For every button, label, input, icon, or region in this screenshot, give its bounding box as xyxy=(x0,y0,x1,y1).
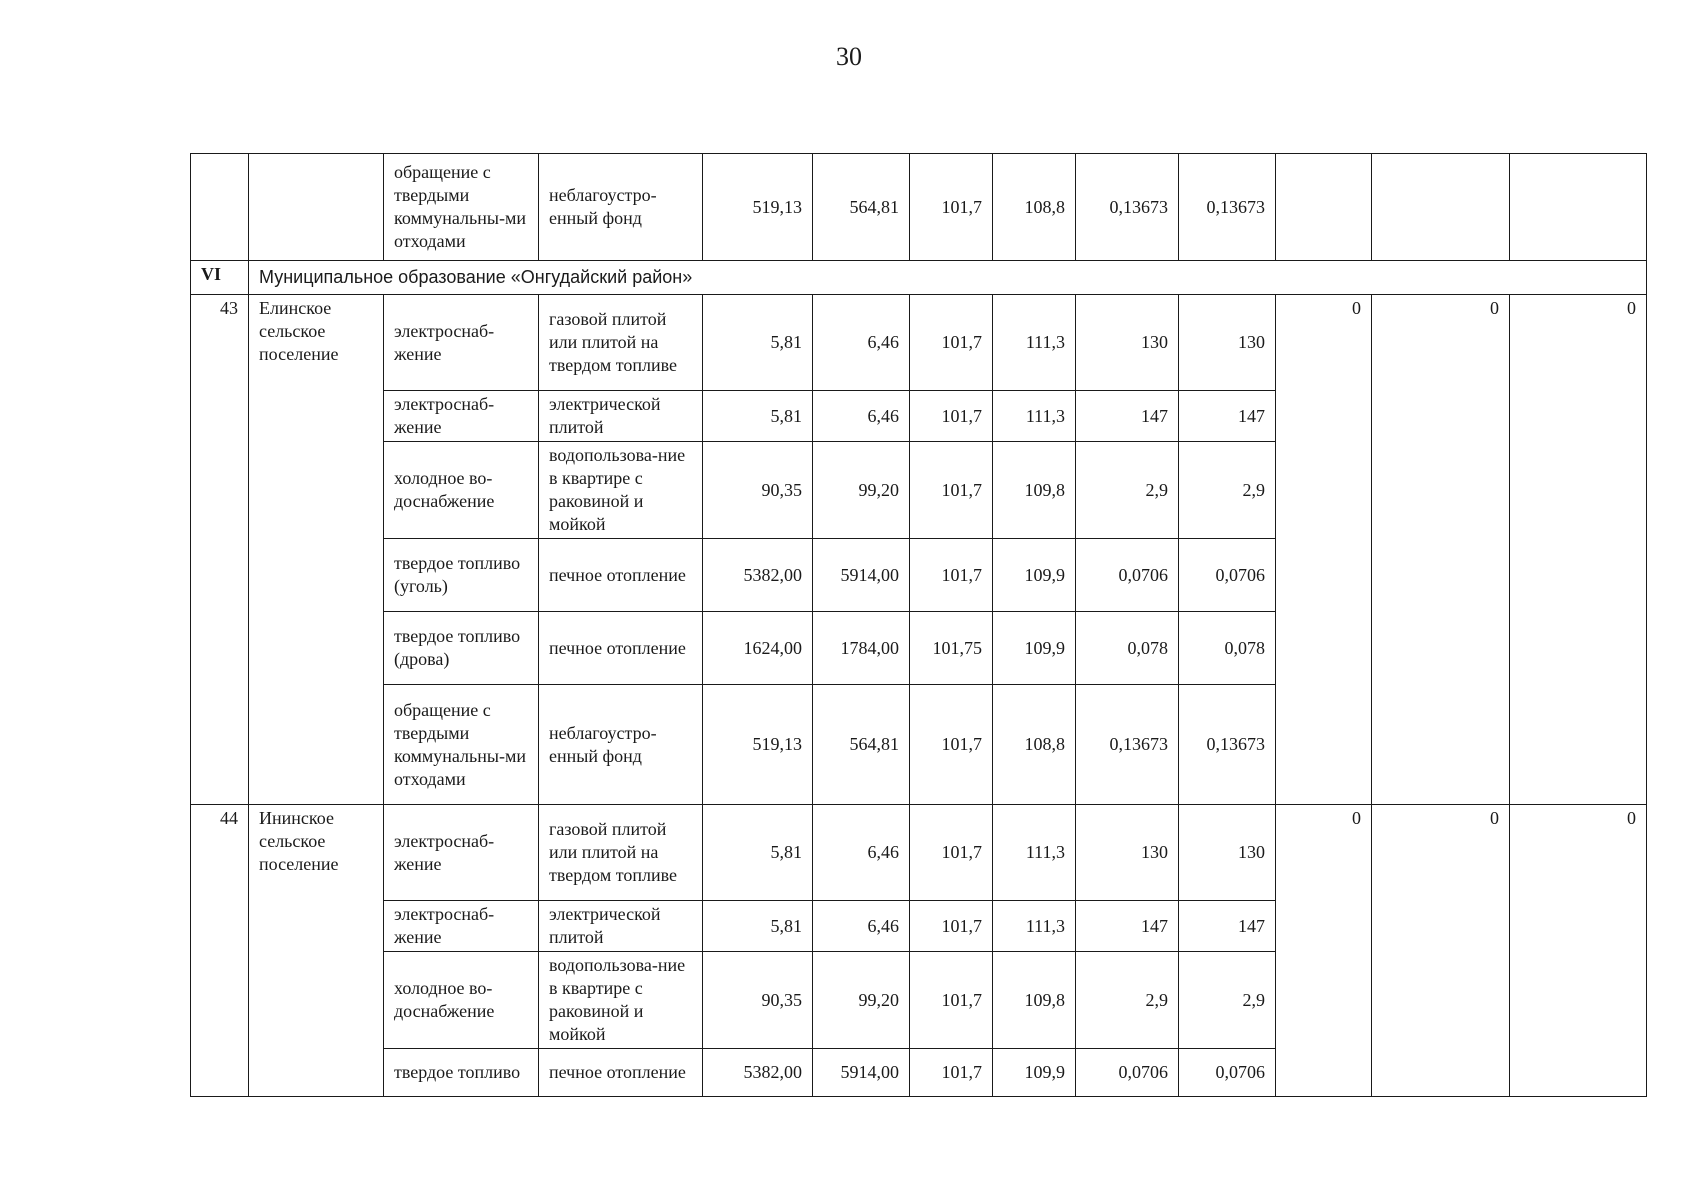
conditions-cell: неблагоустро-енный фонд xyxy=(539,685,703,805)
settlement-name-cell xyxy=(249,154,384,261)
service-cell: холодное во-доснабжение xyxy=(384,952,539,1049)
value-cell: 101,75 xyxy=(910,612,993,685)
row-number-cell xyxy=(191,154,249,261)
table-row xyxy=(191,154,1647,261)
value-cell: 519,13 xyxy=(703,685,813,805)
value-cell: 111,3 xyxy=(993,805,1076,901)
value-cell: 109,9 xyxy=(993,1049,1076,1097)
extra-cell: 0 xyxy=(1276,295,1372,805)
value-cell: 108,8 xyxy=(993,154,1076,261)
conditions-cell: неблагоустро-енный фонд xyxy=(539,154,703,261)
value-cell: 147 xyxy=(1179,391,1276,442)
value-cell: 6,46 xyxy=(813,391,910,442)
table-row xyxy=(191,805,1647,901)
section-number: VI xyxy=(191,261,249,295)
value-cell: 101,7 xyxy=(910,1049,993,1097)
extra-cell xyxy=(1372,154,1510,261)
value-cell: 5382,00 xyxy=(703,539,813,612)
conditions-cell: электрической плитой xyxy=(539,901,703,952)
value-cell: 0,13673 xyxy=(1076,154,1179,261)
service-cell: электроснаб-жение xyxy=(384,805,539,901)
value-cell: 0,0706 xyxy=(1179,1049,1276,1097)
settlement-name-cell: Елинское сельское поселение xyxy=(249,295,384,805)
value-cell: 2,9 xyxy=(1179,442,1276,539)
value-cell: 147 xyxy=(1076,391,1179,442)
conditions-cell: печное отопление xyxy=(539,539,703,612)
value-cell: 2,9 xyxy=(1179,952,1276,1049)
service-cell: твердое топливо xyxy=(384,1049,539,1097)
value-cell: 5,81 xyxy=(703,805,813,901)
value-cell: 564,81 xyxy=(813,154,910,261)
row-number-cell: 43 xyxy=(191,295,249,805)
service-cell: электроснаб-жение xyxy=(384,901,539,952)
value-cell: 130 xyxy=(1076,805,1179,901)
conditions-cell: печное отопление xyxy=(539,612,703,685)
conditions-cell: водопользова-ние в квартире с раковиной и мойкой xyxy=(539,442,703,539)
value-cell: 130 xyxy=(1179,295,1276,391)
service-cell: твердое топливо (уголь) xyxy=(384,539,539,612)
service-cell: электроснаб-жение xyxy=(384,295,539,391)
value-cell: 101,7 xyxy=(910,539,993,612)
value-cell: 2,9 xyxy=(1076,442,1179,539)
value-cell: 6,46 xyxy=(813,805,910,901)
value-cell: 6,46 xyxy=(813,901,910,952)
value-cell: 0,0706 xyxy=(1179,539,1276,612)
service-cell: электроснаб-жение xyxy=(384,391,539,442)
value-cell: 108,8 xyxy=(993,685,1076,805)
value-cell: 5382,00 xyxy=(703,1049,813,1097)
extra-cell: 0 xyxy=(1510,805,1647,1097)
value-cell: 130 xyxy=(1179,805,1276,901)
value-cell: 0,0706 xyxy=(1076,539,1179,612)
value-cell: 0,078 xyxy=(1076,612,1179,685)
value-cell: 111,3 xyxy=(993,901,1076,952)
value-cell: 130 xyxy=(1076,295,1179,391)
value-cell: 5,81 xyxy=(703,391,813,442)
extra-cell: 0 xyxy=(1510,295,1647,805)
conditions-cell: водопользова-ние в квартире с раковиной и мойкой xyxy=(539,952,703,1049)
value-cell: 1784,00 xyxy=(813,612,910,685)
section-title: Муниципальное образование «Онгудайский район» xyxy=(249,261,1647,295)
value-cell: 99,20 xyxy=(813,952,910,1049)
value-cell: 109,9 xyxy=(993,612,1076,685)
value-cell: 101,7 xyxy=(910,154,993,261)
value-cell: 5914,00 xyxy=(813,1049,910,1097)
value-cell: 111,3 xyxy=(993,295,1076,391)
conditions-cell: печное отопление xyxy=(539,1049,703,1097)
value-cell: 101,7 xyxy=(910,442,993,539)
value-cell: 101,7 xyxy=(910,685,993,805)
value-cell: 564,81 xyxy=(813,685,910,805)
value-cell: 101,7 xyxy=(910,295,993,391)
value-cell: 6,46 xyxy=(813,295,910,391)
settlement-name-cell: Ининское сельское поселение xyxy=(249,805,384,1097)
value-cell: 101,7 xyxy=(910,805,993,901)
value-cell: 101,7 xyxy=(910,391,993,442)
value-cell: 5,81 xyxy=(703,295,813,391)
value-cell: 0,078 xyxy=(1179,612,1276,685)
page-number: 30 xyxy=(836,42,862,71)
service-cell: обращение с твердыми коммунальны-ми отходами xyxy=(384,154,539,261)
conditions-cell: электрической плитой xyxy=(539,391,703,442)
value-cell: 5,81 xyxy=(703,901,813,952)
extra-cell: 0 xyxy=(1276,805,1372,1097)
extra-cell: 0 xyxy=(1372,805,1510,1097)
value-cell: 2,9 xyxy=(1076,952,1179,1049)
value-cell: 0,0706 xyxy=(1076,1049,1179,1097)
conditions-cell: газовой плитой или плитой на твердом топливе xyxy=(539,295,703,391)
value-cell: 147 xyxy=(1076,901,1179,952)
value-cell: 109,8 xyxy=(993,952,1076,1049)
value-cell: 0,13673 xyxy=(1179,685,1276,805)
row-number-cell: 44 xyxy=(191,805,249,1097)
value-cell: 5914,00 xyxy=(813,539,910,612)
value-cell: 101,7 xyxy=(910,901,993,952)
table-row xyxy=(191,295,1647,391)
value-cell: 90,35 xyxy=(703,952,813,1049)
value-cell: 1624,00 xyxy=(703,612,813,685)
extra-cell xyxy=(1276,154,1372,261)
value-cell: 109,9 xyxy=(993,539,1076,612)
value-cell: 111,3 xyxy=(993,391,1076,442)
tariff-table xyxy=(190,153,1647,1097)
value-cell: 519,13 xyxy=(703,154,813,261)
service-cell: обращение с твердыми коммунальны-ми отходами xyxy=(384,685,539,805)
value-cell: 99,20 xyxy=(813,442,910,539)
service-cell: твердое топливо (дрова) xyxy=(384,612,539,685)
value-cell: 0,13673 xyxy=(1076,685,1179,805)
value-cell: 101,7 xyxy=(910,952,993,1049)
value-cell: 0,13673 xyxy=(1179,154,1276,261)
extra-cell: 0 xyxy=(1372,295,1510,805)
value-cell: 90,35 xyxy=(703,442,813,539)
service-cell: холодное во-доснабжение xyxy=(384,442,539,539)
extra-cell xyxy=(1510,154,1647,261)
conditions-cell: газовой плитой или плитой на твердом топливе xyxy=(539,805,703,901)
value-cell: 109,8 xyxy=(993,442,1076,539)
section-header-row xyxy=(191,261,1647,295)
value-cell: 147 xyxy=(1179,901,1276,952)
